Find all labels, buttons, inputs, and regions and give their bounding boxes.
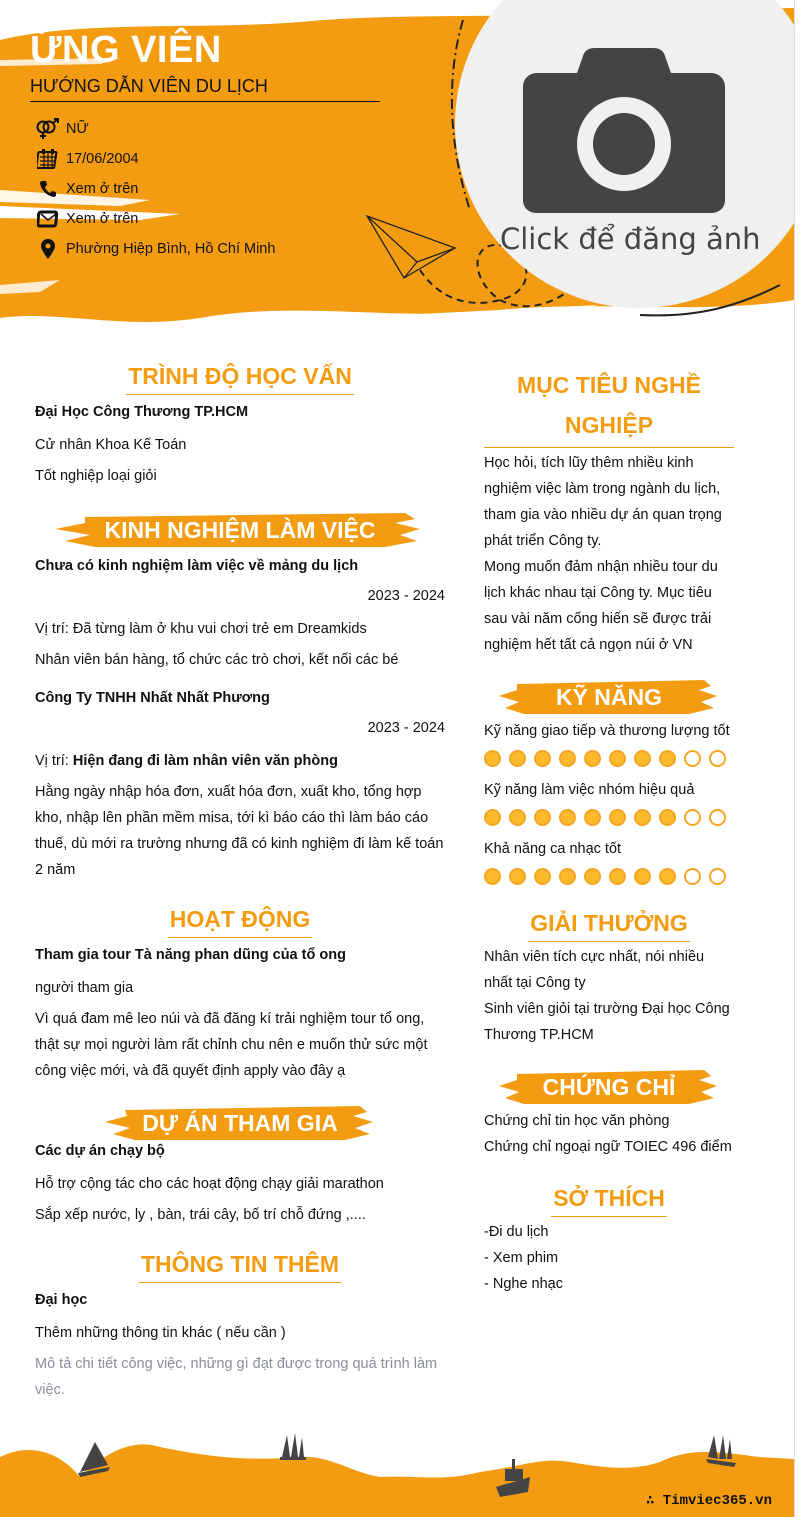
experience-1-period[interactable]: 2023 - 2024	[367, 588, 445, 604]
awards-section	[484, 907, 734, 1048]
job-title[interactable]: HƯỚNG DẪN VIÊN DU LỊCH	[30, 73, 380, 102]
info-row-phone[interactable]	[30, 174, 380, 204]
candidate-name[interactable]: ỨNG VIÊN	[30, 29, 222, 71]
award-item[interactable]: Sinh viên giỏi tại trường Đại học Công Thương TP.HCM	[484, 1001, 730, 1043]
rating-dot-filled[interactable]	[659, 868, 676, 885]
additional-info-heading: THÔNG TIN THÊM	[35, 1248, 445, 1283]
experience-heading: KINH NGHIỆM LÀM VIỆC	[35, 509, 445, 551]
rating-dot-filled[interactable]	[559, 868, 576, 885]
rating-dot-filled[interactable]	[609, 809, 626, 826]
rating-dot-filled[interactable]	[509, 750, 526, 767]
degree[interactable]: Cử nhân Khoa Kế Toán	[35, 437, 187, 453]
projects-section	[35, 1102, 445, 1228]
skill-rating[interactable]	[484, 868, 734, 885]
skill-name[interactable]: Kỹ năng làm việc nhóm hiệu quả	[484, 782, 695, 798]
rating-dot-empty[interactable]	[684, 809, 701, 826]
email-value: Xem ở trên	[66, 211, 139, 227]
skill-item	[484, 718, 734, 767]
objective-heading: MỤC TIÊU NGHỀ NGHIỆP	[484, 365, 734, 448]
map-pin-icon	[30, 239, 66, 259]
award-item[interactable]: Nhân viên tích cực nhất, nói nhiều nhất tại Công ty	[484, 949, 705, 991]
rating-dot-empty[interactable]	[684, 750, 701, 767]
rating-dot-filled[interactable]	[534, 750, 551, 767]
left-column	[35, 360, 445, 1403]
rating-dot-filled[interactable]	[509, 809, 526, 826]
rating-dot-empty[interactable]	[709, 868, 726, 885]
rating-dot-empty[interactable]	[684, 868, 701, 885]
envelope-icon	[30, 210, 66, 228]
additional-info-section	[35, 1248, 445, 1403]
birthday-value: 17/06/2004	[66, 151, 139, 167]
rating-dot-filled[interactable]	[634, 809, 651, 826]
certificate-item[interactable]: Chứng chỉ tin học văn phòng	[484, 1113, 670, 1129]
skill-rating[interactable]	[484, 809, 734, 826]
skill-item	[484, 777, 734, 826]
hobby-item[interactable]: - Nghe nhạc	[484, 1276, 563, 1292]
objective-text-1[interactable]: Học hỏi, tích lũy thêm nhiều kinh nghiệm việc làm trong ngành du lịch, tham gia vào nhiều dự án quan trọng phát triển Công ty.	[484, 455, 722, 549]
school-name[interactable]: Đại Học Công Thương TP.HCM	[35, 404, 249, 420]
activities-heading: HOẠT ĐỘNG	[35, 903, 445, 938]
hobbies-section	[484, 1182, 734, 1297]
sailboat-icon	[280, 1433, 306, 1460]
personal-info-list	[30, 114, 380, 264]
project-role[interactable]: Hỗ trợ cộng tác cho các hoạt động chạy giải marathon	[35, 1176, 384, 1192]
rating-dot-filled[interactable]	[584, 809, 601, 826]
additional-info-name[interactable]: Đại học	[35, 1292, 88, 1308]
experience-2-position[interactable]: Vị trí: Hiện đang đi làm nhân viên văn phòng	[35, 753, 338, 769]
experience-2-description[interactable]: Hằng ngày nhập hóa đơn, xuất hóa đơn, xuất kho, tổng hợp kho, nhập lên phần mềm misa, tới kì báo cáo thì làm báo cáo thuế, dù mới ra trường nhưng đã có kinh nghiệm đi làm kế toán 2 năm	[35, 784, 444, 878]
info-row-birthday[interactable]	[30, 144, 380, 174]
skill-name[interactable]: Kỹ năng giao tiếp và thương lượng tốt	[484, 723, 730, 739]
gender-icon	[30, 118, 66, 140]
rating-dot-filled[interactable]	[534, 809, 551, 826]
project-name[interactable]: Các dự án chạy bộ	[35, 1143, 165, 1159]
rating-dot-filled[interactable]	[659, 750, 676, 767]
info-row-address[interactable]	[30, 234, 380, 264]
experience-section	[35, 509, 445, 883]
skill-rating[interactable]	[484, 750, 734, 767]
info-row-email[interactable]	[30, 204, 380, 234]
rating-dot-filled[interactable]	[484, 750, 501, 767]
hobby-item[interactable]: - Xem phim	[484, 1250, 559, 1266]
phone-value: Xem ở trên	[66, 181, 139, 197]
skill-name[interactable]: Khả năng ca nhạc tốt	[484, 841, 622, 857]
awards-heading: GIẢI THƯỞNG	[484, 907, 734, 942]
camera-icon	[523, 48, 725, 216]
certificates-section	[484, 1066, 734, 1160]
hobby-item[interactable]: -Đi du lịch	[484, 1224, 549, 1240]
activity-name[interactable]: Tham gia tour Tà năng phan dũng của tổ ong	[35, 947, 346, 963]
experience-2-company[interactable]: Công Ty TNHH Nhất Nhất Phương	[35, 690, 270, 706]
certificate-item[interactable]: Chứng chỉ ngoại ngữ TOIEC 496 điểm	[484, 1139, 732, 1155]
rating-dot-filled[interactable]	[534, 868, 551, 885]
skills-section	[484, 676, 734, 885]
rating-dot-filled[interactable]	[584, 868, 601, 885]
experience-1-description[interactable]: Nhân viên bán hàng, tổ chức các trò chơi, kết nối các bé	[35, 652, 399, 668]
calendar-icon	[30, 148, 66, 170]
additional-info-line[interactable]: Thêm những thông tin khác ( nếu cần )	[35, 1325, 286, 1341]
education-heading: TRÌNH ĐỘ HỌC VẤN	[35, 360, 445, 395]
experience-1-company[interactable]: Chưa có kinh nghiệm làm việc về mảng du lịch	[35, 558, 359, 574]
grade[interactable]: Tốt nghiệp loại giỏi	[35, 468, 157, 484]
activities-section	[35, 903, 445, 1084]
info-row-gender[interactable]	[30, 114, 380, 144]
address-value: Phường Hiệp Bình, Hồ Chí Minh	[66, 241, 276, 257]
certificates-heading: CHỨNG CHỈ	[484, 1066, 734, 1108]
rating-dot-filled[interactable]	[609, 868, 626, 885]
rating-dot-filled[interactable]	[559, 750, 576, 767]
activity-role[interactable]: người tham gia	[35, 980, 134, 996]
rating-dot-empty[interactable]	[709, 750, 726, 767]
rating-dot-filled[interactable]	[634, 868, 651, 885]
skill-item	[484, 836, 734, 885]
rating-dot-filled[interactable]	[634, 750, 651, 767]
rating-dot-filled[interactable]	[484, 868, 501, 885]
avatar-caption: Click để đăng ảnh	[500, 222, 761, 256]
brand-watermark: ∴ Timviec365.vn	[645, 1493, 772, 1509]
gender-value: NỮ	[66, 121, 89, 137]
rating-dot-filled[interactable]	[584, 750, 601, 767]
right-column	[484, 365, 734, 1297]
project-description[interactable]: Sắp xếp nước, ly , bàn, trái cây, bố trí chỗ đứng ,....	[35, 1207, 366, 1223]
experience-1-position[interactable]: Vị trí: Đã từng làm ở khu vui chơi trẻ em Dreamkids	[35, 621, 367, 637]
rating-dot-empty[interactable]	[709, 809, 726, 826]
rating-dot-filled[interactable]	[559, 809, 576, 826]
objective-text-2[interactable]: Mong muốn đảm nhận nhiều tour du lịch khác nhau tại Công ty. Mục tiêu sau vài năm cống hiến sẽ được trải nghiệm hết tất cả ngọn núi ở VN	[484, 559, 718, 653]
header-block	[30, 28, 380, 264]
hobbies-heading: SỞ THÍCH	[484, 1182, 734, 1217]
education-section	[35, 360, 445, 489]
objective-section	[484, 365, 734, 658]
rating-dot-filled[interactable]	[484, 809, 501, 826]
experience-2-period[interactable]: 2023 - 2024	[367, 720, 445, 736]
rating-dot-filled[interactable]	[509, 868, 526, 885]
additional-info-placeholder[interactable]: Mô tả chi tiết công việc, những gì đạt được trong quá trình làm việc.	[35, 1356, 438, 1398]
skills-heading: KỸ NĂNG	[484, 676, 734, 718]
rating-dot-filled[interactable]	[609, 750, 626, 767]
activity-description[interactable]: Vì quá đam mê leo núi và đã đăng kí trải nghiệm tour tổ ong, thật sự mọi người làm rất chỉnh chu nên e muốn thử sức một công việc mới, và đã quyết định apply vào đây ạ	[35, 1011, 428, 1079]
projects-heading: DỰ ÁN THAM GIA	[35, 1102, 445, 1144]
phone-icon	[30, 180, 66, 198]
rating-dot-filled[interactable]	[659, 809, 676, 826]
